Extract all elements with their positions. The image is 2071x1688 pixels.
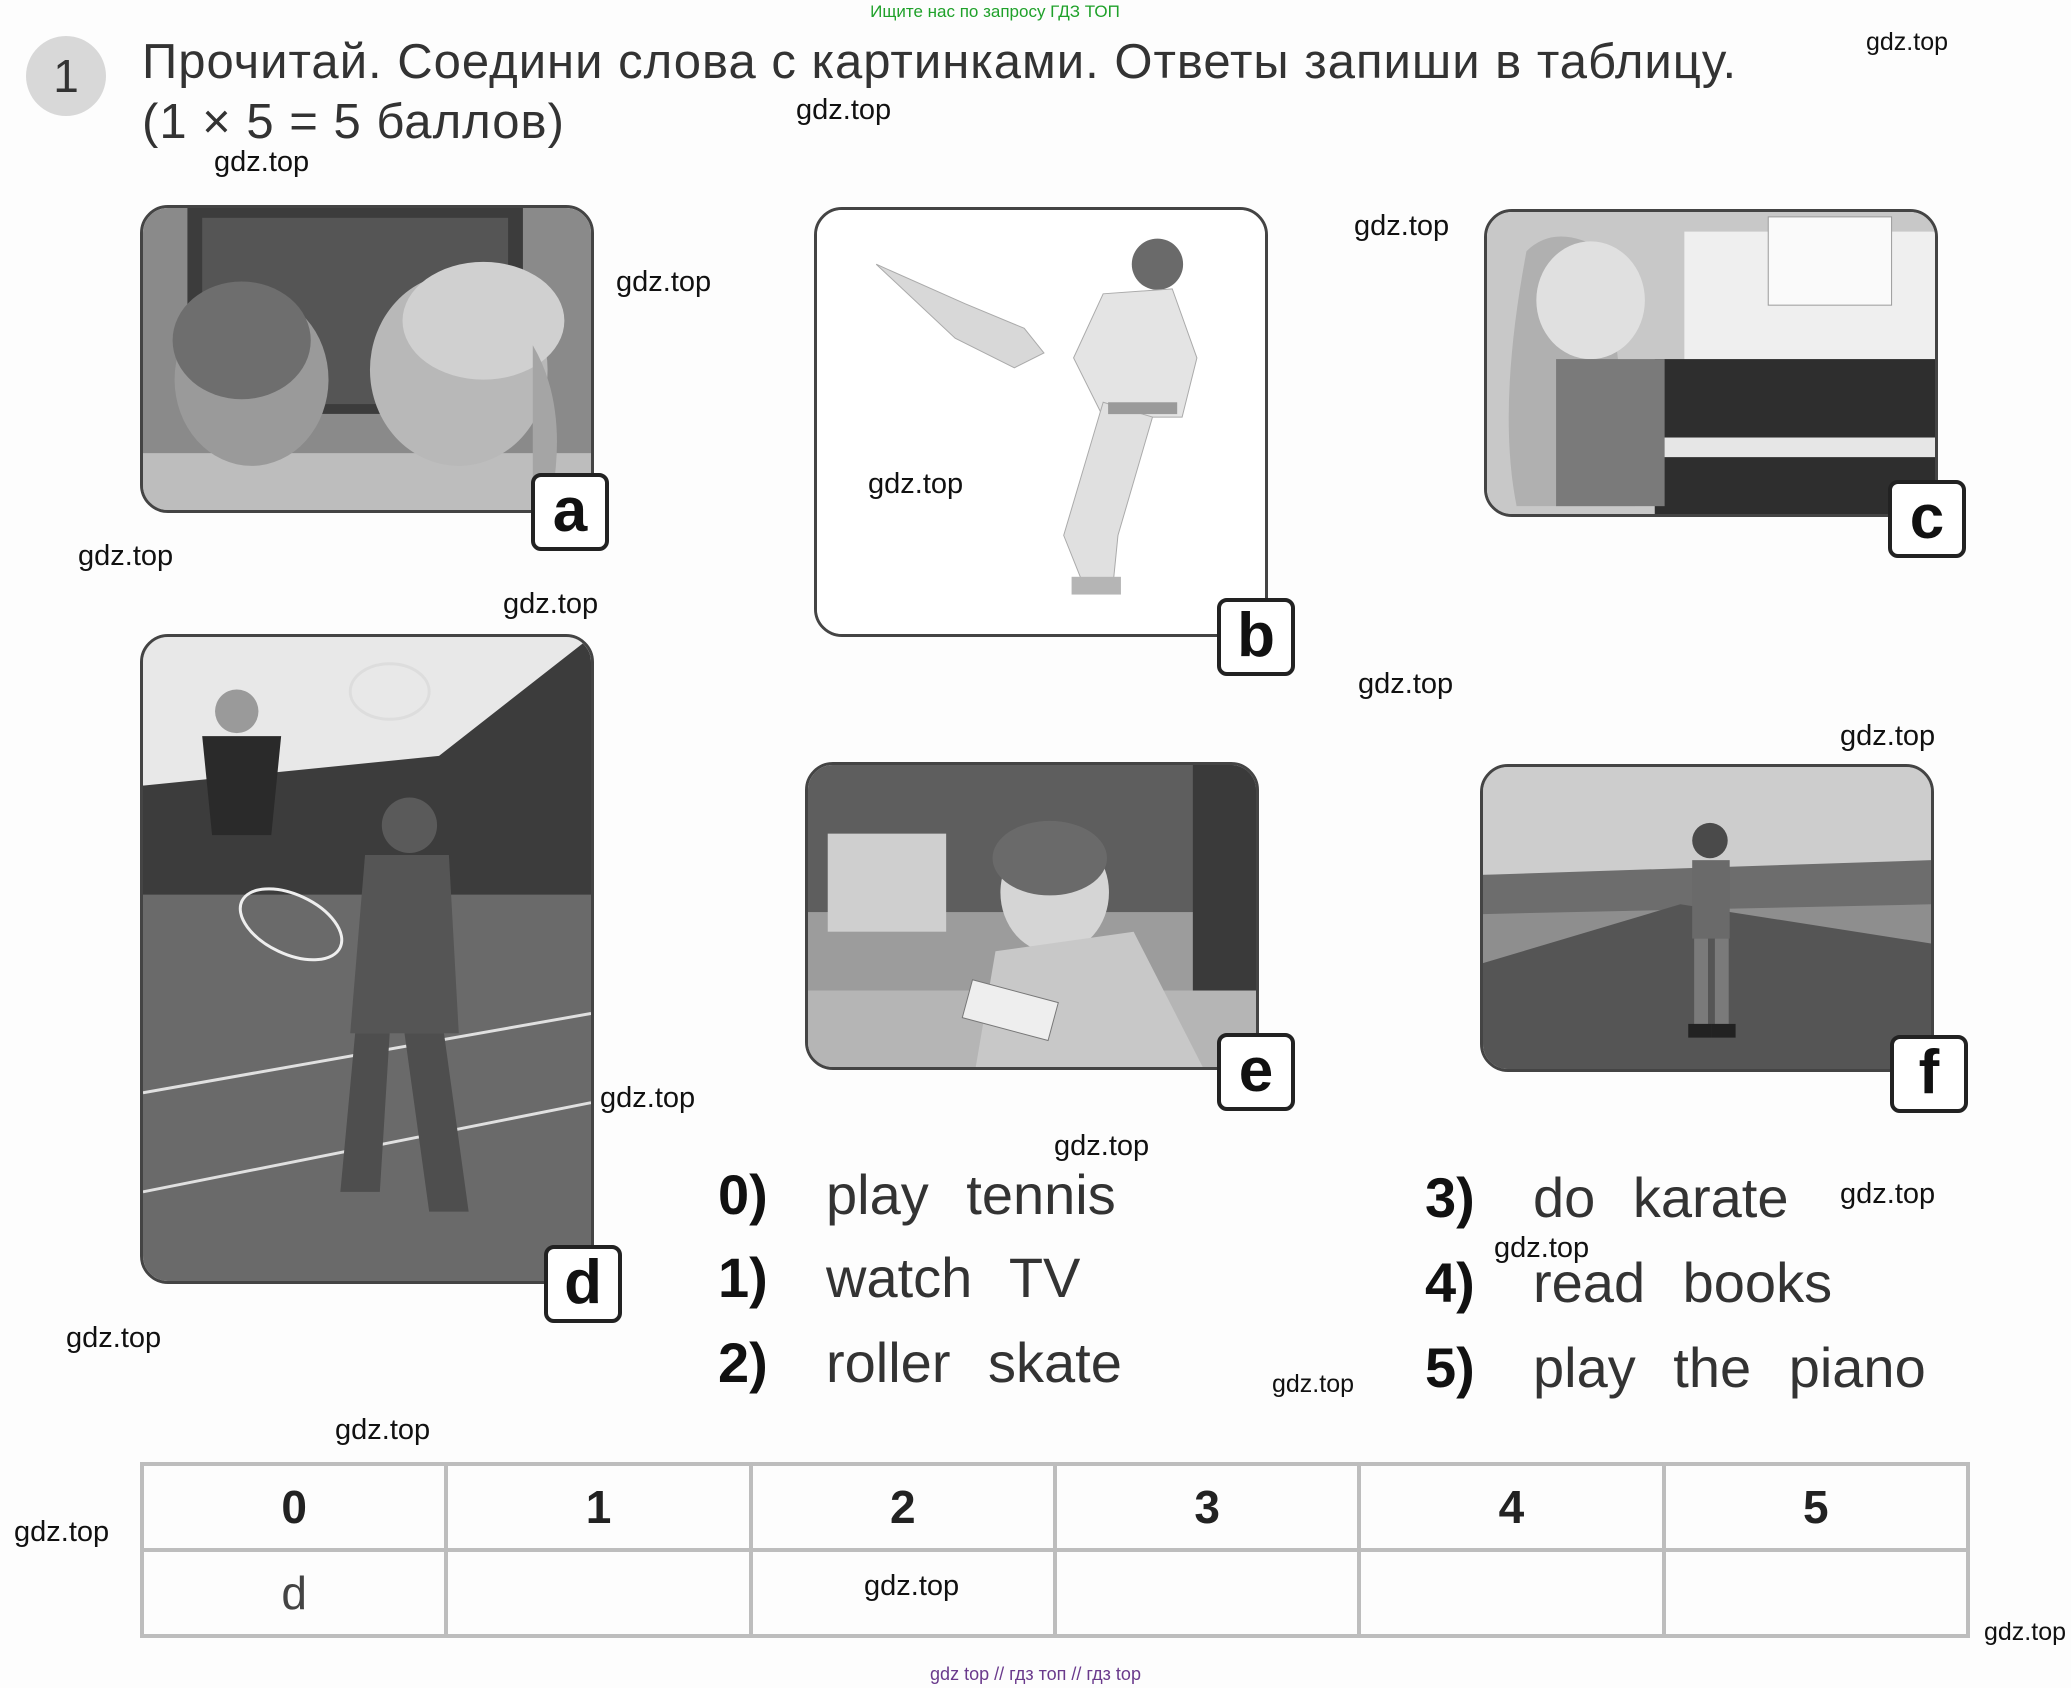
phrase-1-number: 1) xyxy=(718,1246,768,1309)
top-search-hint[interactable]: Ищите нас по запросу ГДЗ ТОП xyxy=(870,2,1120,21)
watermark: gdz.top xyxy=(1494,1232,1590,1264)
watermark: gdz.top xyxy=(14,1516,110,1548)
picture-f-label: f xyxy=(1890,1035,1968,1113)
answer-cell-3[interactable] xyxy=(1055,1550,1359,1636)
answer-cell-5[interactable] xyxy=(1664,1550,1968,1636)
header-cell-2: 2 xyxy=(751,1464,1055,1550)
picture-f-roller-skate xyxy=(1480,764,1934,1072)
watermark: gdz.top xyxy=(796,94,892,126)
phrase-2-number: 2) xyxy=(718,1331,768,1394)
watermark: gdz.top xyxy=(335,1414,431,1446)
picture-d-play-tennis xyxy=(140,634,594,1284)
watermark: gdz.top xyxy=(616,266,712,298)
phrase-5-text: play the piano xyxy=(1533,1336,1926,1399)
phrase-4 xyxy=(1425,1250,1832,1315)
picture-d-label: d xyxy=(544,1245,622,1323)
phrase-3-text: do karate xyxy=(1533,1166,1789,1229)
bottom-site-links[interactable]: gdz top // гдз топ // гдз top xyxy=(930,1664,1141,1684)
task-scoring: (1 × 5 = 5 баллов) xyxy=(142,95,565,149)
phrase-2 xyxy=(718,1330,1122,1395)
picture-c-play-piano xyxy=(1484,209,1938,517)
watermark: gdz.top xyxy=(600,1082,696,1114)
answer-table xyxy=(140,1462,1970,1638)
picture-a-label: a xyxy=(531,473,609,551)
answer-table-answer-row xyxy=(142,1550,1968,1636)
watermark: gdz.top xyxy=(1984,1618,2067,1646)
phrase-5 xyxy=(1425,1335,1926,1400)
picture-b-label: b xyxy=(1217,598,1295,676)
watermark: gdz.top xyxy=(214,146,310,178)
watermark: gdz.top xyxy=(1358,668,1454,700)
watermark: gdz.top xyxy=(1054,1130,1150,1162)
answer-cell-1[interactable] xyxy=(446,1550,750,1636)
task-instruction: Прочитай. Соедини слова с картинками. Ответы запиши в таблицу. xyxy=(142,35,1738,89)
answer-table-header-row xyxy=(142,1464,1968,1550)
header-cell-0: 0 xyxy=(142,1464,446,1550)
picture-a-watch-tv xyxy=(140,205,594,513)
watermark: gdz.top xyxy=(864,1570,960,1602)
header-cell-4: 4 xyxy=(1359,1464,1663,1550)
watermark: gdz.top xyxy=(503,588,599,620)
phrase-2-text: roller skate xyxy=(826,1331,1122,1394)
answer-cell-4[interactable] xyxy=(1359,1550,1663,1636)
watermark: gdz.top xyxy=(78,540,174,572)
phrase-0-number: 0) xyxy=(718,1163,768,1226)
watermark: gdz.top xyxy=(1866,28,1949,56)
phrase-3-number: 3) xyxy=(1425,1166,1475,1229)
phrase-3 xyxy=(1425,1165,1789,1230)
phrase-5-number: 5) xyxy=(1425,1336,1475,1399)
watermark: gdz.top xyxy=(868,468,964,500)
picture-b-do-karate xyxy=(814,207,1268,637)
watermark: gdz.top xyxy=(1840,720,1936,752)
header-cell-5: 5 xyxy=(1664,1464,1968,1550)
header-cell-3: 3 xyxy=(1055,1464,1359,1550)
picture-e-read-books xyxy=(805,762,1259,1070)
picture-e-label: e xyxy=(1217,1033,1295,1111)
task-number-badge: 1 xyxy=(26,36,106,116)
header-cell-1: 1 xyxy=(446,1464,750,1550)
watermark: gdz.top xyxy=(66,1322,162,1354)
phrase-1-text: watch TV xyxy=(826,1246,1081,1309)
phrase-4-text: read books xyxy=(1533,1251,1833,1314)
phrase-1 xyxy=(718,1245,1080,1310)
watermark: gdz.top xyxy=(1354,210,1450,242)
phrase-0-text: play tennis xyxy=(826,1163,1116,1226)
watermark: gdz.top xyxy=(1840,1178,1936,1210)
answer-cell-0: d xyxy=(142,1550,446,1636)
phrase-0 xyxy=(718,1162,1116,1227)
picture-c-label: c xyxy=(1888,480,1966,558)
phrase-4-number: 4) xyxy=(1425,1251,1475,1314)
watermark: gdz.top xyxy=(1272,1370,1355,1398)
